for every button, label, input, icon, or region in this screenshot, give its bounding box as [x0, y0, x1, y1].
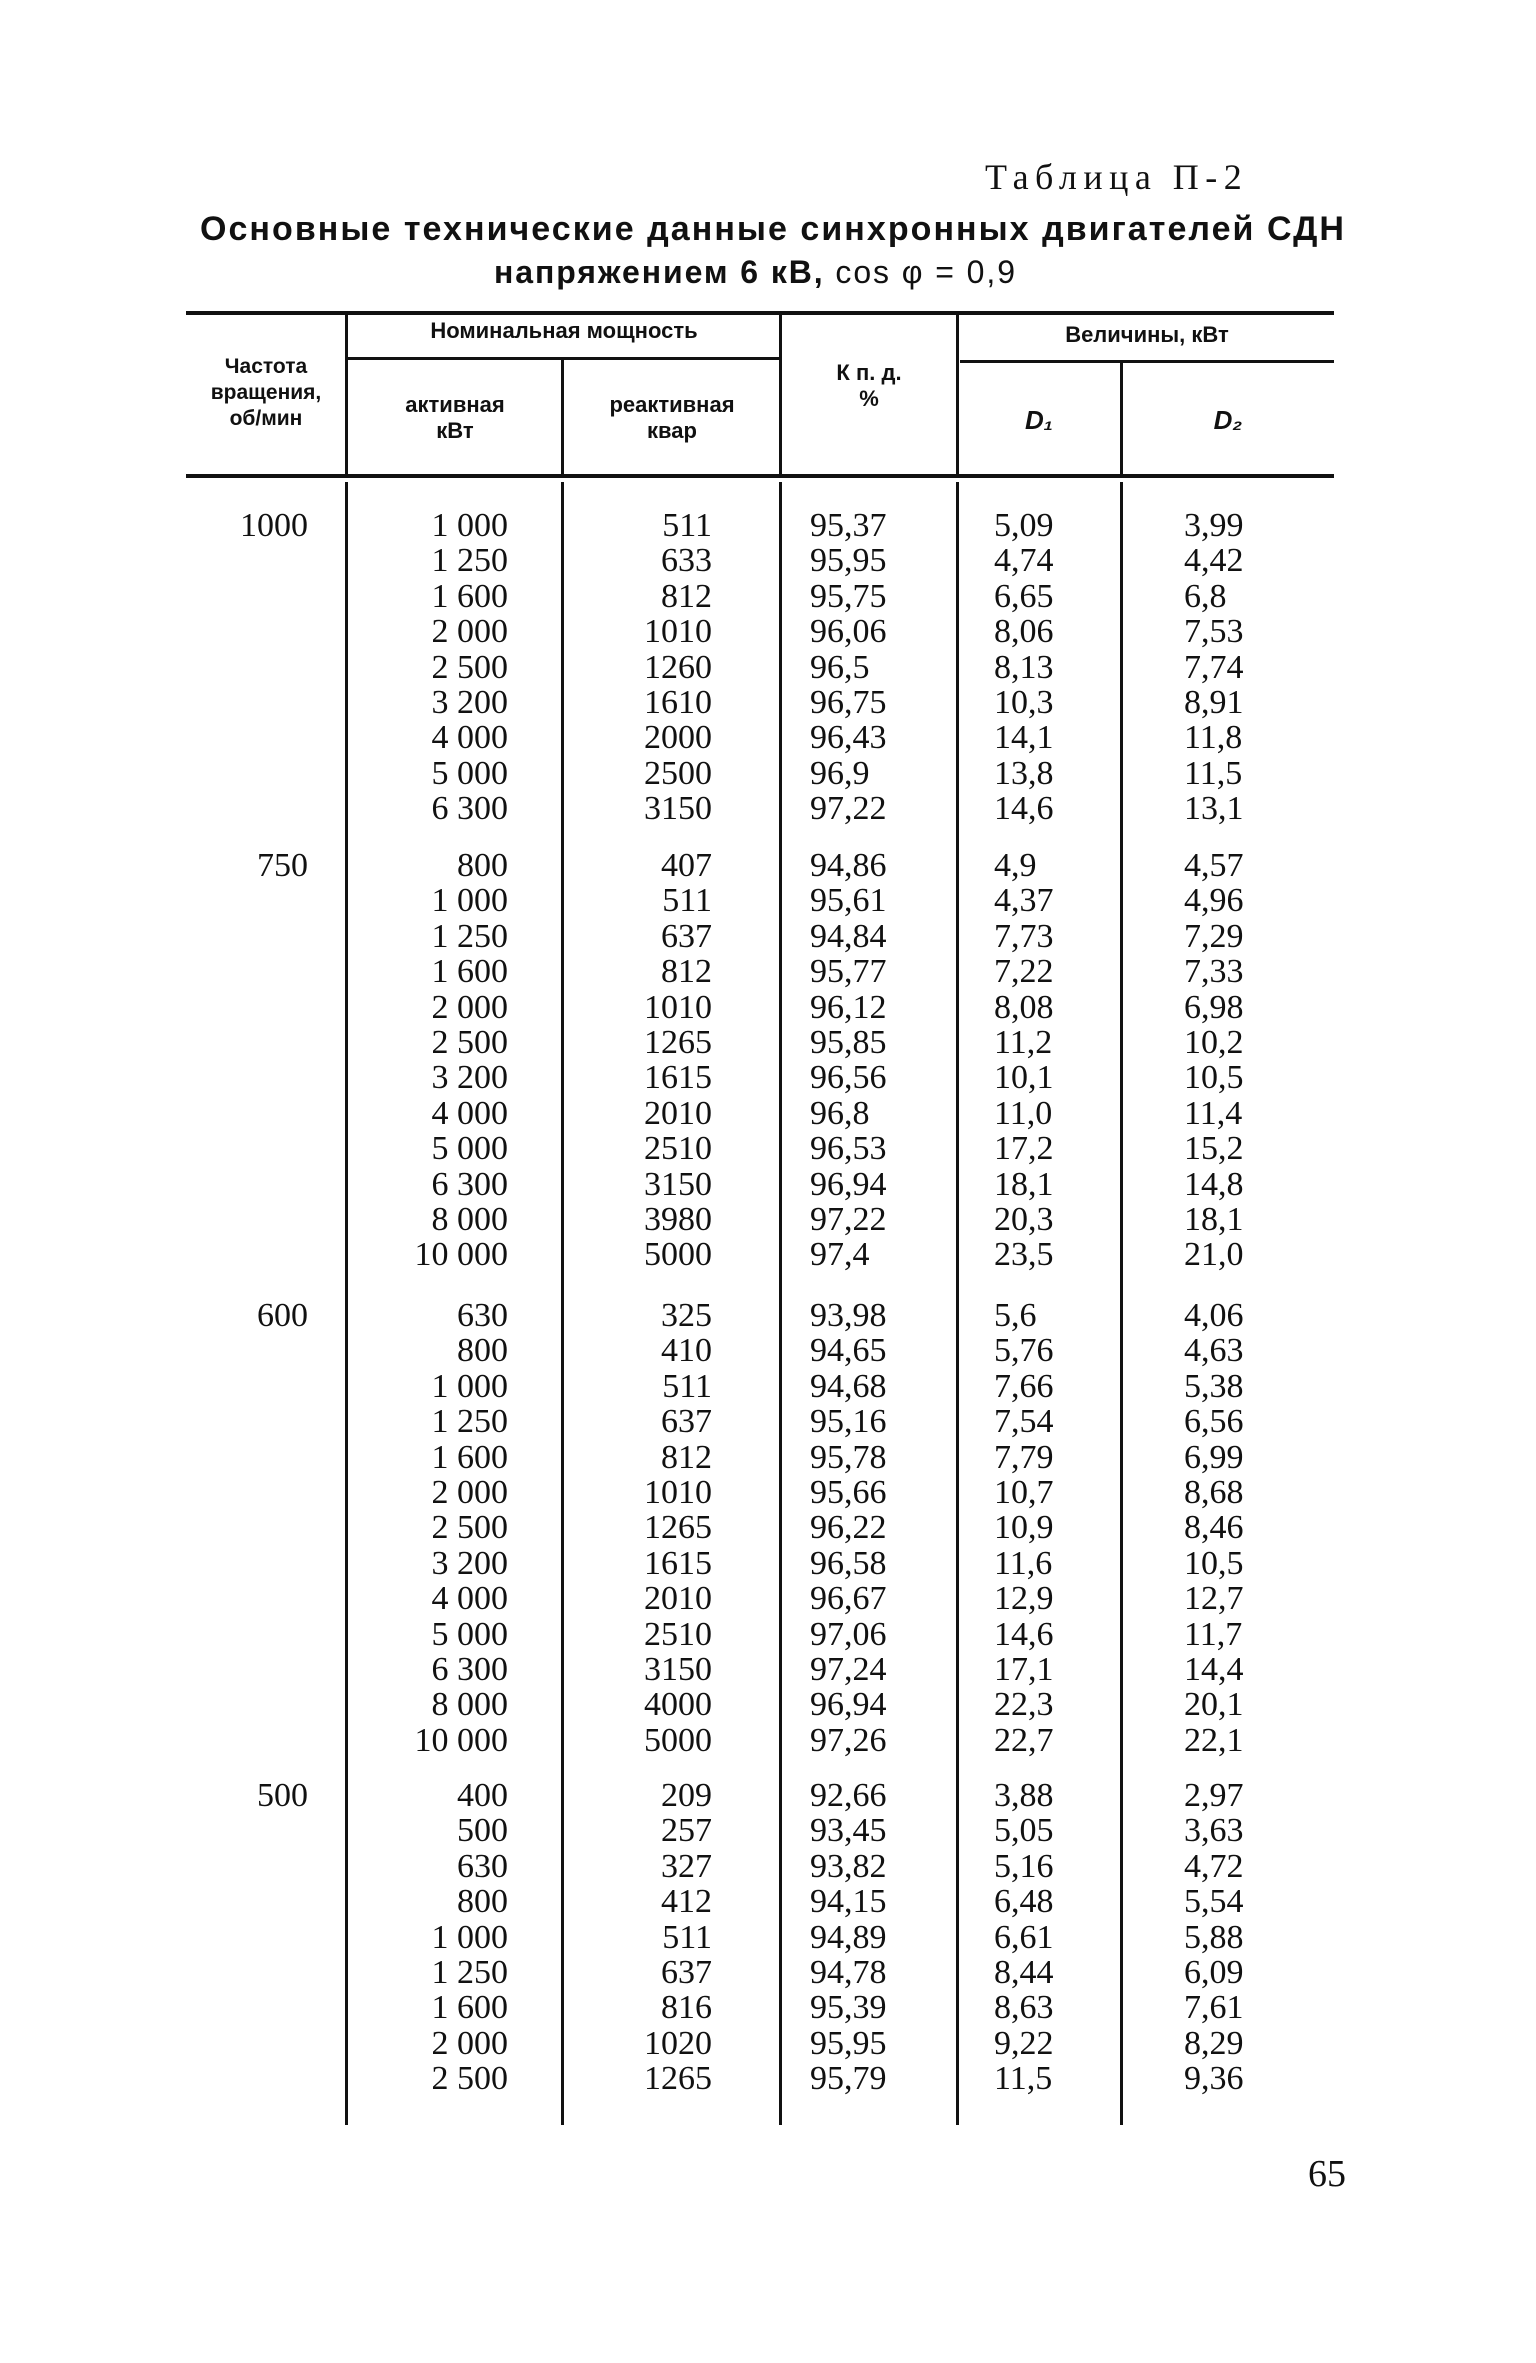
d2-value-cell: 8,29: [1184, 2024, 1244, 2062]
d1-value-cell: 8,06: [994, 613, 1054, 651]
efficiency-column: [810, 1298, 912, 1758]
active-power-cell: 500: [457, 1812, 508, 1850]
d2-value-cell: 7,29: [1184, 917, 1244, 955]
d1-value-cell: 7,79: [994, 1438, 1054, 1476]
efficiency-cell: 95,85: [810, 1023, 887, 1061]
reactive-power-column: [600, 848, 712, 1273]
active-power-cell: 6 300: [431, 1650, 508, 1688]
d1-value-cell: 7,22: [994, 953, 1054, 991]
d2-value-cell: 3,63: [1184, 1812, 1244, 1850]
d1-value-cell: 14,6: [994, 1615, 1054, 1653]
active-power-cell: 1 000: [431, 1367, 508, 1405]
efficiency-cell: 97,26: [810, 1721, 887, 1759]
reactive-power-cell: 511: [662, 1918, 712, 1956]
d2-value-cell: 8,68: [1184, 1473, 1244, 1511]
reactive-power-cell: 1020: [644, 2024, 712, 2062]
d1-value-column: [994, 508, 1098, 827]
header-reactive-line1: реактивная: [609, 392, 735, 417]
header-efficiency-line2: %: [859, 386, 879, 411]
d2-value-cell: 6,98: [1184, 988, 1244, 1026]
active-power-cell: 10 000: [414, 1236, 508, 1274]
reactive-power-cell: 407: [661, 847, 712, 884]
title-cos-phi-text: cos φ = 0,9: [835, 254, 1017, 290]
d1-value-cell: 7,54: [994, 1403, 1054, 1441]
d2-value-cell: 14,4: [1184, 1650, 1244, 1688]
table-label: Таблица П-2: [985, 157, 1249, 197]
d2-value-cell: 6,09: [1184, 1953, 1244, 1991]
header-vrule-2: [561, 360, 564, 475]
d1-value-cell: 14,1: [994, 719, 1054, 757]
header-rated-power: Номинальная мощность: [430, 318, 698, 343]
header-speed-line3: об/мин: [229, 407, 303, 430]
active-power-cell: 6 300: [431, 1165, 508, 1203]
header-efficiency-line1: К п. д.: [836, 360, 902, 385]
speed-value: 1000: [240, 507, 308, 544]
efficiency-cell: 96,43: [810, 719, 887, 757]
efficiency-cell: 95,77: [810, 953, 887, 991]
efficiency-cell: 95,37: [810, 507, 887, 544]
active-power-cell: 1 600: [431, 1438, 508, 1476]
efficiency-cell: 95,39: [810, 1989, 887, 2027]
efficiency-cell: 96,56: [810, 1059, 887, 1097]
d1-value-column: [994, 848, 1098, 1273]
active-power-cell: 630: [457, 1297, 508, 1334]
d2-value-cell: 11,5: [1184, 754, 1243, 792]
active-power-cell: 1 000: [431, 882, 508, 920]
header-values-group: Величины, кВт: [1065, 322, 1229, 347]
efficiency-cell: 96,8: [810, 1094, 870, 1132]
efficiency-cell: 95,61: [810, 882, 887, 920]
d1-value-cell: 10,7: [994, 1473, 1054, 1511]
active-power-column: [376, 508, 508, 827]
efficiency-cell: 94,68: [810, 1367, 887, 1405]
active-power-cell: 1 600: [431, 577, 508, 615]
d2-value-cell: 7,74: [1184, 648, 1244, 686]
reactive-power-cell: 257: [661, 1812, 712, 1850]
d1-value-cell: 5,09: [994, 507, 1054, 544]
efficiency-cell: 96,67: [810, 1580, 887, 1618]
d1-value-cell: 6,48: [994, 1883, 1054, 1921]
efficiency-cell: 96,94: [810, 1165, 887, 1203]
active-power-column: [376, 848, 508, 1273]
efficiency-column: [810, 848, 912, 1273]
d1-value-column: [994, 1778, 1098, 2097]
active-power-cell: 2 000: [431, 988, 508, 1026]
d1-value-cell: 4,37: [994, 882, 1054, 920]
header-efficiency: [784, 360, 954, 412]
reactive-power-cell: 812: [661, 1438, 712, 1476]
active-power-cell: 400: [457, 1777, 508, 1814]
d2-value-cell: 10,5: [1184, 1544, 1244, 1582]
reactive-power-cell: 327: [661, 1847, 712, 1885]
header-active-line1: активная: [405, 392, 505, 417]
header-speed: [188, 354, 344, 432]
reactive-power-cell: 633: [661, 542, 712, 580]
d1-value-cell: 20,3: [994, 1200, 1054, 1238]
active-power-cell: 2 000: [431, 613, 508, 651]
active-power-cell: 800: [457, 1883, 508, 1921]
d2-value-column: [1184, 508, 1288, 827]
efficiency-cell: 94,86: [810, 847, 887, 884]
table-title-line1: Основные технические данные синхронных двигателей СДН: [200, 210, 1346, 248]
body-vrule-4: [956, 482, 959, 2125]
d2-value-cell: 18,1: [1184, 1200, 1244, 1238]
d2-value-cell: 6,8: [1184, 577, 1227, 615]
header-vrule-4: [956, 313, 959, 475]
active-power-cell: 630: [457, 1847, 508, 1885]
efficiency-cell: 96,06: [810, 613, 887, 651]
header-bottom-rule: [186, 474, 1334, 478]
active-power-cell: 5 000: [431, 754, 508, 792]
d1-value-cell: 5,05: [994, 1812, 1054, 1850]
active-power-cell: 4 000: [431, 1094, 508, 1132]
d2-value-cell: 4,63: [1184, 1332, 1244, 1370]
active-power-cell: 6 300: [431, 790, 508, 828]
d2-value-cell: 11,7: [1184, 1615, 1243, 1653]
reactive-power-cell: 5000: [644, 1236, 712, 1274]
efficiency-cell: 96,94: [810, 1686, 887, 1724]
reactive-power-cell: 1615: [644, 1059, 712, 1097]
active-power-cell: 1 600: [431, 1989, 508, 2027]
efficiency-cell: 96,75: [810, 683, 887, 721]
d1-value-cell: 14,6: [994, 790, 1054, 828]
d2-value-column: [1184, 1778, 1288, 2097]
d1-value-column: [994, 1298, 1098, 1758]
page-number: 65: [1308, 2153, 1346, 2195]
efficiency-cell: 97,22: [810, 1200, 887, 1238]
d1-value-cell: 22,3: [994, 1686, 1054, 1724]
d1-value-cell: 12,9: [994, 1580, 1054, 1618]
speed-value: 750: [257, 847, 308, 884]
d2-value-cell: 4,96: [1184, 882, 1244, 920]
reactive-power-cell: 1610: [644, 683, 712, 721]
active-power-cell: 5 000: [431, 1130, 508, 1168]
d2-value-column: [1184, 1298, 1288, 1758]
d1-value-cell: 5,76: [994, 1332, 1054, 1370]
active-power-cell: 2 000: [431, 2024, 508, 2062]
header-reactive: [566, 392, 778, 444]
d2-value-cell: 2,97: [1184, 1777, 1244, 1814]
reactive-power-cell: 2010: [644, 1094, 712, 1132]
d1-value-cell: 18,1: [994, 1165, 1054, 1203]
active-power-cell: 1 250: [431, 1403, 508, 1441]
d2-value-cell: 3,99: [1184, 507, 1244, 544]
reactive-power-cell: 1265: [644, 1509, 712, 1547]
active-power-cell: 1 250: [431, 1953, 508, 1991]
active-power-column: [376, 1778, 508, 2097]
d2-value-cell: 11,4: [1184, 1094, 1243, 1132]
active-power-cell: 5 000: [431, 1615, 508, 1653]
body-vrule-2: [561, 482, 564, 2125]
efficiency-cell: 96,12: [810, 988, 887, 1026]
d1-value-cell: 7,66: [994, 1367, 1054, 1405]
d1-value-cell: 5,6: [994, 1297, 1037, 1334]
efficiency-cell: 96,5: [810, 648, 870, 686]
reactive-power-cell: 637: [661, 1953, 712, 1991]
reactive-power-cell: 3980: [644, 1200, 712, 1238]
reactive-power-cell: 1265: [644, 1023, 712, 1061]
reactive-power-cell: 2510: [644, 1615, 712, 1653]
d1-value-cell: 23,5: [994, 1236, 1054, 1274]
d2-value-cell: 5,88: [1184, 1918, 1244, 1956]
reactive-power-cell: 812: [661, 577, 712, 615]
d2-value-cell: 8,91: [1184, 683, 1244, 721]
header-top-rule: [186, 311, 1334, 315]
reactive-power-cell: 511: [662, 1367, 712, 1405]
d2-value-cell: 22,1: [1184, 1721, 1244, 1759]
reactive-power-cell: 3150: [644, 790, 712, 828]
d2-value-cell: 4,06: [1184, 1297, 1244, 1334]
d1-value-cell: 13,8: [994, 754, 1054, 792]
d1-value-cell: 17,1: [994, 1650, 1054, 1688]
d1-value-cell: 8,63: [994, 1989, 1054, 2027]
d1-value-cell: 8,08: [994, 988, 1054, 1026]
header-vrule-1: [345, 313, 348, 475]
d2-value-cell: 10,5: [1184, 1059, 1244, 1097]
reactive-power-cell: 410: [661, 1332, 712, 1370]
header-d2: D₂: [1213, 405, 1243, 435]
efficiency-cell: 95,66: [810, 1473, 887, 1511]
d1-value-cell: 11,6: [994, 1544, 1053, 1582]
efficiency-cell: 95,78: [810, 1438, 887, 1476]
d2-value-column: [1184, 848, 1288, 1273]
efficiency-cell: 97,22: [810, 790, 887, 828]
efficiency-cell: 92,66: [810, 1777, 887, 1814]
header-reactive-line2: квар: [647, 418, 697, 443]
active-power-cell: 1 000: [431, 1918, 508, 1956]
d2-value-cell: 6,99: [1184, 1438, 1244, 1476]
d1-value-cell: 8,44: [994, 1953, 1054, 1991]
speed-value: 600: [257, 1297, 308, 1334]
reactive-power-cell: 2500: [644, 754, 712, 792]
active-power-cell: 8 000: [431, 1200, 508, 1238]
reactive-power-cell: 3150: [644, 1165, 712, 1203]
efficiency-cell: 93,98: [810, 1297, 887, 1334]
speed-value: 500: [257, 1777, 308, 1814]
d2-value-cell: 8,46: [1184, 1509, 1244, 1547]
d2-value-cell: 13,1: [1184, 790, 1244, 828]
d1-value-cell: 6,61: [994, 1918, 1054, 1956]
active-power-cell: 3 200: [431, 683, 508, 721]
header-d1: D₁: [1025, 405, 1053, 435]
reactive-power-cell: 2010: [644, 1580, 712, 1618]
d2-value-cell: 11,8: [1184, 719, 1243, 757]
efficiency-cell: 95,95: [810, 2024, 887, 2062]
reactive-power-cell: 816: [661, 1989, 712, 2027]
d1-value-cell: 3,88: [994, 1777, 1054, 1814]
d2-value-cell: 7,61: [1184, 1989, 1244, 2027]
efficiency-cell: 96,53: [810, 1130, 887, 1168]
reactive-power-cell: 1265: [644, 2060, 712, 2098]
active-power-cell: 10 000: [414, 1721, 508, 1759]
reactive-power-column: [600, 508, 712, 827]
efficiency-cell: 94,84: [810, 917, 887, 955]
active-power-cell: 2 500: [431, 1509, 508, 1547]
active-power-cell: 4 000: [431, 1580, 508, 1618]
header-active: [350, 392, 560, 444]
active-power-cell: 800: [457, 847, 508, 884]
efficiency-cell: 95,16: [810, 1403, 887, 1441]
efficiency-cell: 97,4: [810, 1236, 870, 1274]
active-power-cell: 1 000: [431, 507, 508, 544]
d1-value-cell: 4,9: [994, 847, 1037, 884]
efficiency-cell: 96,22: [810, 1509, 887, 1547]
reactive-power-column: [600, 1778, 712, 2097]
reactive-power-cell: 1010: [644, 1473, 712, 1511]
d2-value-cell: 4,72: [1184, 1847, 1244, 1885]
reactive-power-cell: 2000: [644, 719, 712, 757]
active-power-cell: 1 250: [431, 542, 508, 580]
reactive-power-cell: 4000: [644, 1686, 712, 1724]
efficiency-cell: 93,45: [810, 1812, 887, 1850]
active-power-cell: 2 500: [431, 2060, 508, 2098]
header-vrule-3: [779, 313, 782, 475]
active-power-cell: 8 000: [431, 1686, 508, 1724]
efficiency-column: [810, 1778, 912, 2097]
reactive-power-cell: 511: [662, 882, 712, 920]
reactive-power-cell: 412: [661, 1883, 712, 1921]
header-speed-line1: Частота: [224, 355, 308, 378]
d1-value-cell: 10,3: [994, 683, 1054, 721]
reactive-power-cell: 5000: [644, 1721, 712, 1759]
d2-value-cell: 15,2: [1184, 1130, 1244, 1168]
d1-value-cell: 6,65: [994, 577, 1054, 615]
active-power-cell: 4 000: [431, 719, 508, 757]
d2-value-cell: 5,54: [1184, 1883, 1244, 1921]
reactive-power-cell: 209: [661, 1777, 712, 1814]
values-group-rule: [960, 360, 1334, 363]
reactive-power-cell: 637: [661, 1403, 712, 1441]
active-power-cell: 2 500: [431, 1023, 508, 1061]
d1-value-cell: 22,7: [994, 1721, 1054, 1759]
d1-value-cell: 9,22: [994, 2024, 1054, 2062]
d1-value-cell: 10,1: [994, 1059, 1054, 1097]
d1-value-cell: 17,2: [994, 1130, 1054, 1168]
d2-value-cell: 10,2: [1184, 1023, 1244, 1061]
d2-value-cell: 4,57: [1184, 847, 1244, 884]
efficiency-cell: 96,58: [810, 1544, 887, 1582]
body-vrule-5: [1120, 482, 1123, 2125]
efficiency-cell: 94,78: [810, 1953, 887, 1991]
efficiency-cell: 96,9: [810, 754, 870, 792]
d2-value-cell: 4,42: [1184, 542, 1244, 580]
efficiency-cell: 95,75: [810, 577, 887, 615]
d1-value-cell: 8,13: [994, 648, 1054, 686]
reactive-power-column: [600, 1298, 712, 1758]
d2-value-cell: 9,36: [1184, 2060, 1244, 2098]
d1-value-cell: 10,9: [994, 1509, 1054, 1547]
header-active-line2: кВт: [436, 418, 474, 443]
d1-value-cell: 5,16: [994, 1847, 1054, 1885]
d2-value-cell: 7,53: [1184, 613, 1244, 651]
reactive-power-cell: 2510: [644, 1130, 712, 1168]
reactive-power-cell: 637: [661, 917, 712, 955]
d1-value-cell: 11,0: [994, 1094, 1053, 1132]
efficiency-cell: 97,24: [810, 1650, 887, 1688]
active-power-cell: 800: [457, 1332, 508, 1370]
body-vrule-3: [779, 482, 782, 2125]
efficiency-cell: 95,95: [810, 542, 887, 580]
active-power-column: [376, 1298, 508, 1758]
reactive-power-cell: 1010: [644, 988, 712, 1026]
active-power-cell: 3 200: [431, 1544, 508, 1582]
active-power-cell: 3 200: [431, 1059, 508, 1097]
reactive-power-cell: 511: [662, 507, 712, 544]
d2-value-cell: 5,38: [1184, 1367, 1244, 1405]
reactive-power-cell: 1260: [644, 648, 712, 686]
d2-value-cell: 12,7: [1184, 1580, 1244, 1618]
d2-value-cell: 14,8: [1184, 1165, 1244, 1203]
active-power-cell: 1 250: [431, 917, 508, 955]
d1-value-cell: 4,74: [994, 542, 1054, 580]
d2-value-cell: 20,1: [1184, 1686, 1244, 1724]
d2-value-cell: 7,33: [1184, 953, 1244, 991]
d2-value-cell: 21,0: [1184, 1236, 1244, 1274]
efficiency-column: [810, 508, 912, 827]
header-speed-line2: вращения,: [210, 381, 322, 404]
d1-value-cell: 11,2: [994, 1023, 1053, 1061]
reactive-power-cell: 3150: [644, 1650, 712, 1688]
table-title-line2: [494, 254, 1017, 291]
d1-value-cell: 7,73: [994, 917, 1054, 955]
title-voltage-text: напряжением 6 кВ,: [494, 254, 836, 290]
reactive-power-cell: 1615: [644, 1544, 712, 1582]
efficiency-cell: 97,06: [810, 1615, 887, 1653]
reactive-power-cell: 812: [661, 953, 712, 991]
reactive-power-cell: 1010: [644, 613, 712, 651]
efficiency-cell: 94,65: [810, 1332, 887, 1370]
header-vrule-5: [1120, 363, 1123, 475]
d2-value-cell: 6,56: [1184, 1403, 1244, 1441]
d1-value-cell: 11,5: [994, 2060, 1053, 2098]
reactive-power-cell: 325: [661, 1297, 712, 1334]
efficiency-cell: 95,79: [810, 2060, 887, 2098]
active-power-cell: 2 500: [431, 648, 508, 686]
active-power-cell: 2 000: [431, 1473, 508, 1511]
active-power-cell: 1 600: [431, 953, 508, 991]
body-vrule-1: [345, 482, 348, 2125]
efficiency-cell: 94,15: [810, 1883, 887, 1921]
efficiency-cell: 93,82: [810, 1847, 887, 1885]
efficiency-cell: 94,89: [810, 1918, 887, 1956]
